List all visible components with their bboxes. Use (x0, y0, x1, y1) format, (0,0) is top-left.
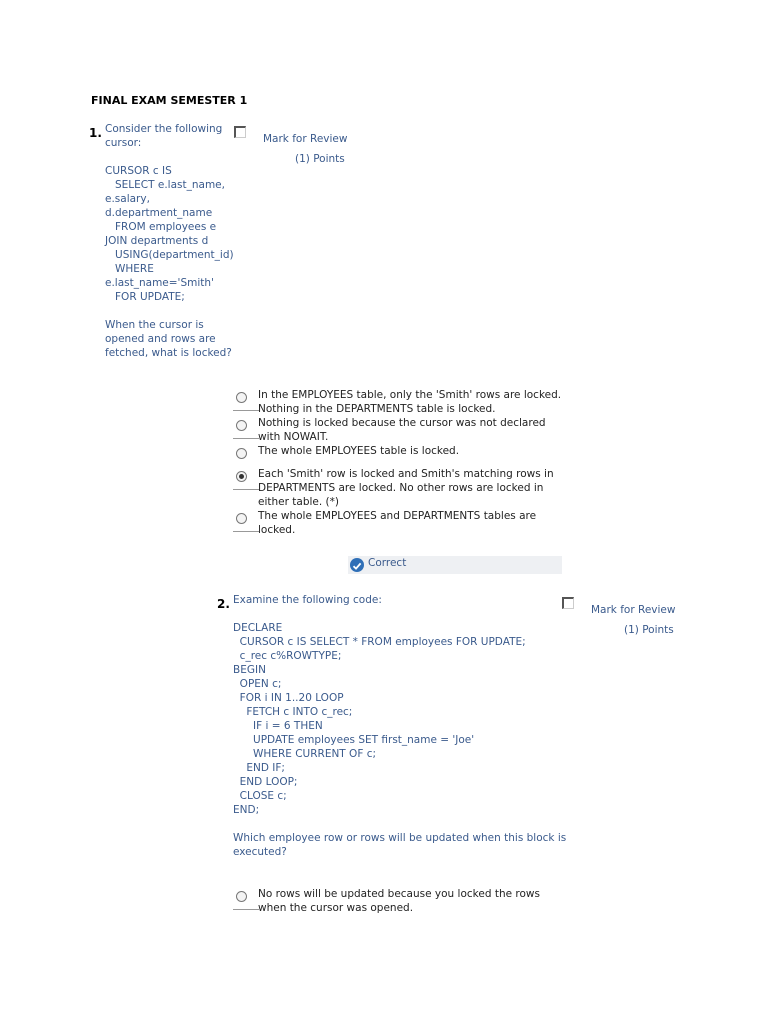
question-1-number: 1. (89, 126, 102, 140)
option-4-text: Each 'Smith' row is locked and Smith's matching rows in DEPARTMENTS are locked. No other rows are locked in either table. (*) (258, 468, 554, 508)
option-2-divider (233, 438, 259, 439)
check-circle-icon (350, 558, 364, 572)
page-title: FINAL EXAM SEMESTER 1 (91, 94, 248, 107)
option-5-text: The whole EMPLOYEES and DEPARTMENTS tables are locked. (258, 510, 537, 536)
option-1-text: In the EMPLOYEES table, only the 'Smith' rows are locked. Nothing in the DEPARTMENTS table is locked. (258, 389, 562, 415)
q2-option-1-text: No rows will be updated because you locked the rows when the cursor was opened. (258, 888, 540, 914)
option-2-radio-icon[interactable] (236, 420, 247, 431)
option-1-radio-icon[interactable] (236, 392, 247, 403)
question-2-number: 2. (217, 597, 230, 611)
option-4-radio-icon[interactable] (236, 471, 247, 482)
option-5-radio-icon[interactable] (236, 513, 247, 524)
result-text: Correct (368, 557, 407, 569)
option-5-divider (233, 531, 259, 532)
option-1-divider (233, 410, 259, 411)
mark-for-review-checkbox-icon[interactable] (562, 597, 574, 609)
option-3-radio-icon[interactable] (236, 448, 247, 459)
option-4-divider (233, 489, 259, 490)
q2-option-1-divider (233, 909, 259, 910)
option-2-text: Nothing is locked because the cursor was not declared with NOWAIT. (258, 417, 546, 443)
question-1-mark-for-review[interactable]: Mark for Review (263, 133, 348, 145)
question-2-mark-for-review[interactable]: Mark for Review (591, 604, 676, 616)
question-1-text: Consider the following cursor: CURSOR c IS SELECT e.last_name, e.salary, d.department_name FROM employees e JOIN departments d USING(department_id) WHERE e.last_name='Smith' FOR UPDATE; When the cursor is opened and rows are fetched, what is locked? (105, 123, 234, 359)
question-2-points: (1) Points (624, 624, 674, 636)
q2-option-1-radio-icon[interactable] (236, 891, 247, 902)
option-3-text: The whole EMPLOYEES table is locked. (258, 445, 460, 457)
result-bar (348, 556, 562, 574)
question-1-points: (1) Points (295, 153, 345, 165)
mark-for-review-checkbox-icon[interactable] (234, 126, 246, 138)
question-2-text: Examine the following code: DECLARE CURSOR c IS SELECT * FROM employees FOR UPDATE; c_rec c%ROWTYPE; BEGIN OPEN c; FOR i IN 1..20 LOOP FETCH c INTO c_rec; IF i = 6 THEN UPDATE employees SET first_name = 'Joe' WHERE CURRENT OF c; END IF; END LOOP; CLOSE c; END; Which employee row or rows will be updated when this block is executed? (233, 594, 567, 858)
